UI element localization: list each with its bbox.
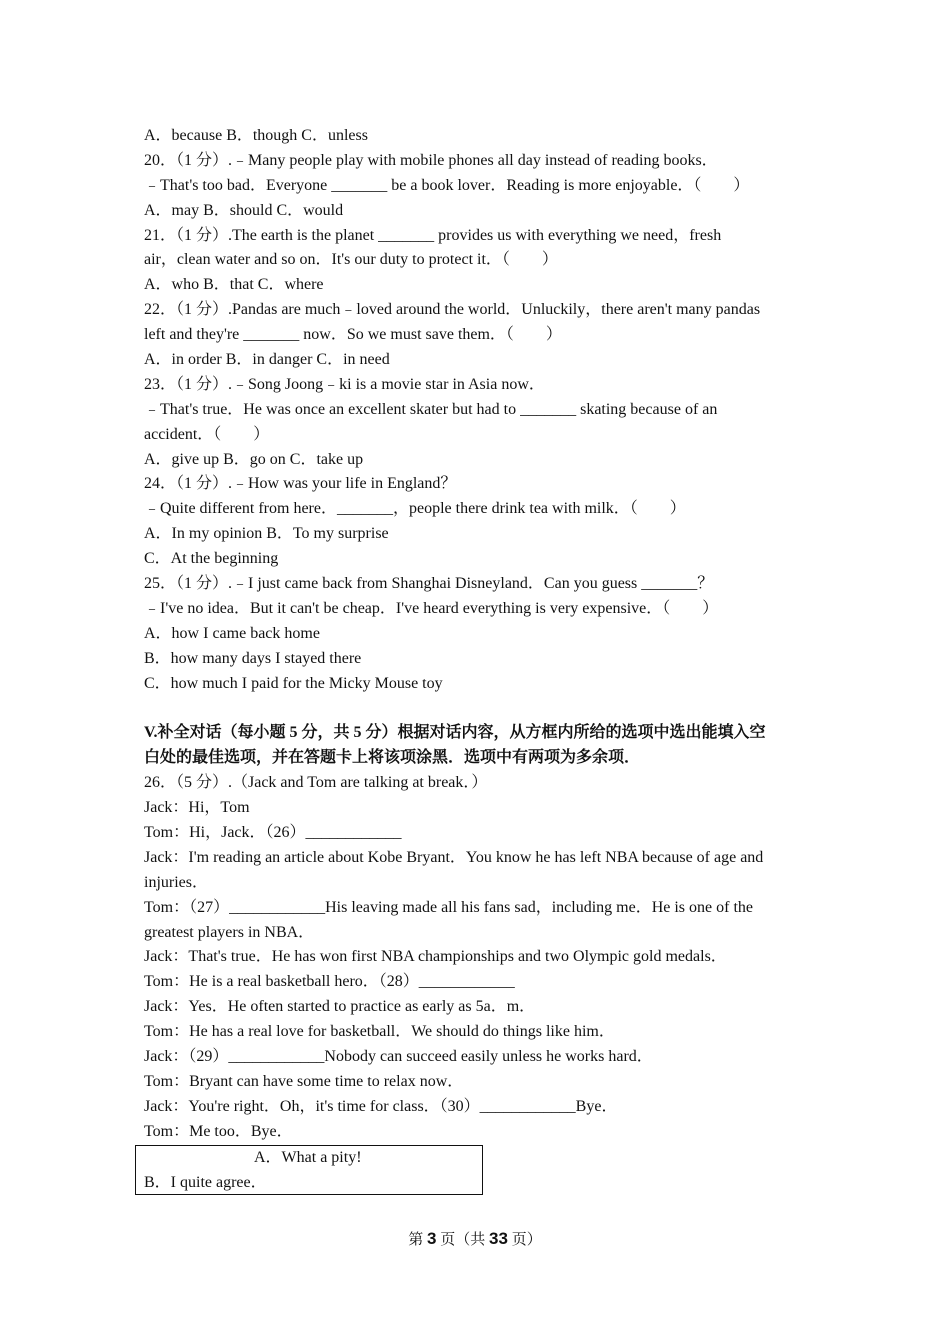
q20-options: A．may B．should C．would — [144, 201, 344, 219]
dialogue-line: Tom：He has a real love for basketball．We should do things like him． — [144, 1023, 615, 1041]
q25-reply: ﹣I've no idea．But it can't be cheap．I've heard everything is very expensive．（ ） — [144, 599, 719, 617]
section-spacer — [144, 696, 809, 721]
footer-middle: 页（共 — [440, 1232, 486, 1248]
q23-options: A．give up B．go on C．take up — [144, 450, 364, 468]
footer-prefix: 第 — [408, 1232, 424, 1248]
q24-reply: ﹣Quite different from here．_______，people there drink tea with milk．（ ） — [144, 500, 686, 518]
box-option-b: B．I quite agree． — [144, 1173, 267, 1191]
dialogue-line: Tom：Hi，Jack．（26）____________ — [144, 823, 402, 841]
q20-stem: 20．（1 分）.﹣Many people play with mobile phones all day instead of reading books． — [144, 151, 718, 169]
dialogue-line: injuries． — [144, 873, 208, 891]
q21-stem-line1: 21．（1 分）.The earth is the planet _______ provides us with everything we need，fresh — [144, 226, 722, 244]
q24-options-line1: A．In my opinion B．To my surprise — [144, 525, 389, 543]
q24-stem: 24．（1 分）.﹣How was your life in England？ — [144, 475, 457, 493]
q25-option-b: B．how many days I stayed there — [144, 649, 362, 667]
q19-options: A．because B．though C．unless — [144, 127, 368, 144]
footer-page-number: 3 — [427, 1229, 437, 1248]
dialogue-line: Jack：Yes．He often started to practice as early as 5a．m． — [144, 998, 536, 1016]
dialogue-line: Tom：Me too．Bye． — [144, 1122, 293, 1140]
page-footer — [0, 1227, 950, 1252]
dialogue-line: Jack：That's true．He has won first NBA championships and two Olympic gold medals． — [144, 948, 727, 966]
footer-suffix: 页） — [511, 1232, 542, 1248]
q21-options: A．who B．that C．where — [144, 276, 324, 294]
footer-total-pages: 33 — [489, 1229, 508, 1248]
q25-option-a: A．how I came back home — [144, 624, 320, 642]
q23-stem: 23．（1 分）.﹣Song Joong﹣ki is a movie star in Asia now． — [144, 375, 545, 393]
dialogue-line: Jack：I'm reading an article about Kobe Bryant．You know he has left NBA because of age and — [144, 848, 764, 866]
q21-stem-line2: air，clean water and so on．It's our duty to protect it．（ ） — [144, 251, 558, 269]
q26-stem: 26．（5 分）.（Jack and Tom are talking at break．） — [144, 774, 488, 792]
dialogue-line: Jack：（29）____________Nobody can succeed easily unless he works hard． — [144, 1047, 653, 1065]
q22-options: A．in order B．in danger C．in need — [144, 351, 390, 369]
dialogue-line: Tom：He is a real basketball hero．（28）____________ — [144, 973, 515, 991]
q24-options-line2: C．At the beginning — [144, 550, 279, 568]
dialogue-line: greatest players in NBA． — [144, 923, 315, 941]
q25-stem: 25．（1 分）.﹣I just came back from Shanghai Disneyland．Can you guess _______？ — [144, 575, 714, 593]
dialogue-line: Jack：Hi，Tom — [144, 799, 250, 817]
section5-heading-line1: V.补全对话（每小题 5 分，共 5 分）根据对话内容，从方框内所给的选项中选出能填入空 — [144, 724, 766, 742]
dialogue-line: Tom：（27）____________His leaving made all his fans sad，including me．He is one of the — [144, 898, 754, 916]
q25-option-c: C．how much I paid for the Micky Mouse toy — [144, 674, 443, 692]
dialogue-line: Jack：You're right．Oh，it's time for class．（30）____________Bye． — [144, 1097, 618, 1115]
q23-reply-line2: accident．（ ） — [144, 425, 270, 443]
q22-stem-line2: left and they're _______ now．So we must save them．（ ） — [144, 326, 562, 344]
box-option-a: A．What a pity! — [254, 1149, 362, 1166]
dialogue-line: Tom：Bryant can have some time to relax now． — [144, 1072, 464, 1090]
q20-reply: ﹣That's too bad．Everyone _______ be a book lover．Reading is more enjoyable．（ ） — [144, 176, 750, 194]
answer-options-box — [135, 1145, 483, 1195]
page-content — [144, 124, 809, 1145]
q22-stem-line1: 22．（1 分）.Pandas are much﹣loved around the world．Unluckily，there aren't many pandas — [144, 301, 761, 319]
q23-reply-line1: ﹣That's true．He was once an excellent skater but had to _______ skating because of an — [144, 400, 718, 418]
section5-heading-line2: 白处的最佳选项，并在答题卡上将该项涂黑．选项中有两项为多余项． — [144, 749, 641, 767]
